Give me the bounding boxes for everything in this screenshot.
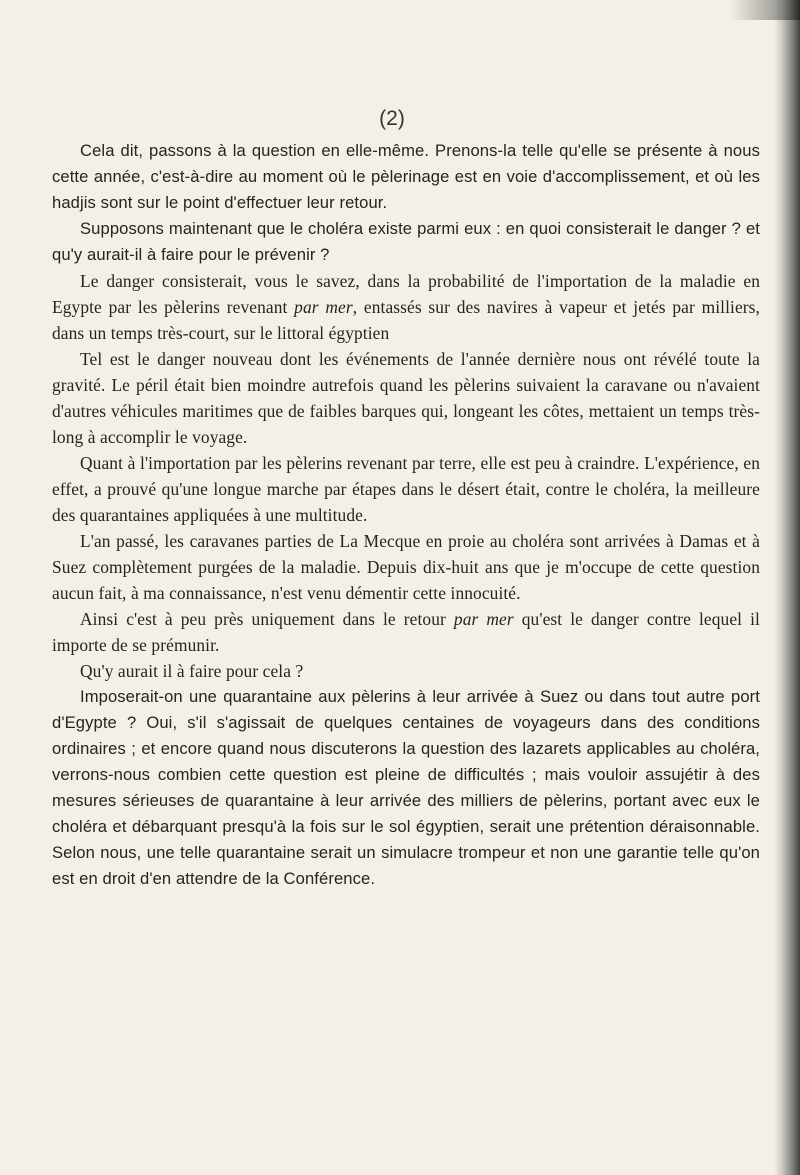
paragraph xyxy=(52,216,760,268)
paragraph xyxy=(52,684,760,892)
paragraph xyxy=(52,346,760,450)
paragraph-text: Imposerait-on une quarantaine aux pèlerins à leur arrivée à Suez ou dans tout autre port d'Egypte ? Oui, s'il s'agissait de quelques centaines de voyageurs dans des conditions ordinaires ; et encore quand nous discuterons la question des lazarets applicables au choléra, verrons-nous combien cette question est pleine de difficultés ; mais vouloir assujétir à des mesures sérieuses de quarantaine à leur arrivée des milliers de pèlerins, portant avec eux le choléra et débarquant presqu'à la fois sur le sol égyptien, serait une prétention déraisonnable. Selon nous, une telle quarantaine serait un simulacre trompeur et non une garantie telle qu'on est en droit d'en attendre de la Conférence. xyxy=(52,687,760,888)
document-body xyxy=(52,138,760,892)
paragraph xyxy=(52,268,760,346)
italic-text: par mer xyxy=(453,609,514,629)
paragraph xyxy=(52,658,760,684)
paragraph xyxy=(52,606,760,658)
paragraph-text: Quant à l'importation par les pèlerins revenant par terre, elle est peu à craindre. L'expérience, en effet, a prouvé qu'une longue marche par étapes dans le désert était, contre le choléra, la meilleure des quarantaines appliquées à une multitude. xyxy=(52,453,760,525)
paragraph-text: Le danger consisterait, vous le savez, dans la probabilité de l'importation de la maladie en Egypte par les pèlerins revenant xyxy=(52,271,760,317)
paragraph-text: Qu'y aurait il à faire pour cela ? xyxy=(80,661,304,681)
paragraph-text: Supposons maintenant que le choléra existe parmi eux : en quoi consisterait le danger ? et qu'y aurait-il à faire pour le prévenir ? xyxy=(52,219,760,264)
paragraph-text: qu'est le danger contre lequel il importe de se prémunir. xyxy=(52,609,760,655)
paragraph xyxy=(52,528,760,606)
italic-text: par mer xyxy=(294,297,353,317)
page-edge-shadow xyxy=(774,0,800,1175)
page-number: (2) xyxy=(379,107,405,130)
paragraph-text: , entassés sur des navires à vapeur et jetés par milliers, dans un temps très-court, sur le littoral égyptien xyxy=(52,297,760,343)
paragraph-text: Tel est le danger nouveau dont les événements de l'année dernière nous ont révélé toute la gravité. Le péril était bien moindre autrefois quand les pèlerins suivaient la caravane ou n'avaient d'autres véhicules maritimes que de faibles barques qui, longeant les côtes, mettaient un temps très-long à accomplir le voyage. xyxy=(52,349,760,447)
paragraph xyxy=(52,450,760,528)
paragraph-text: L'an passé, les caravanes parties de La Mecque en proie au choléra sont arrivées à Damas et à Suez complètement purgées de la maladie. Depuis dix-huit ans que je m'occupe de cette question aucun fait, à ma connaissance, n'est venu démentir cette innocuité. xyxy=(52,531,760,603)
paragraph xyxy=(52,138,760,216)
paragraph-text: Ainsi c'est à peu près uniquement dans le retour xyxy=(80,609,454,629)
paragraph-text: Cela dit, passons à la question en elle-même. Prenons-la telle qu'elle se présente à nous cette année, c'est-à-dire au moment où le pèlerinage est en voie d'accomplissement, et où les hadjis sont sur le point d'effectuer leur retour. xyxy=(52,141,760,212)
